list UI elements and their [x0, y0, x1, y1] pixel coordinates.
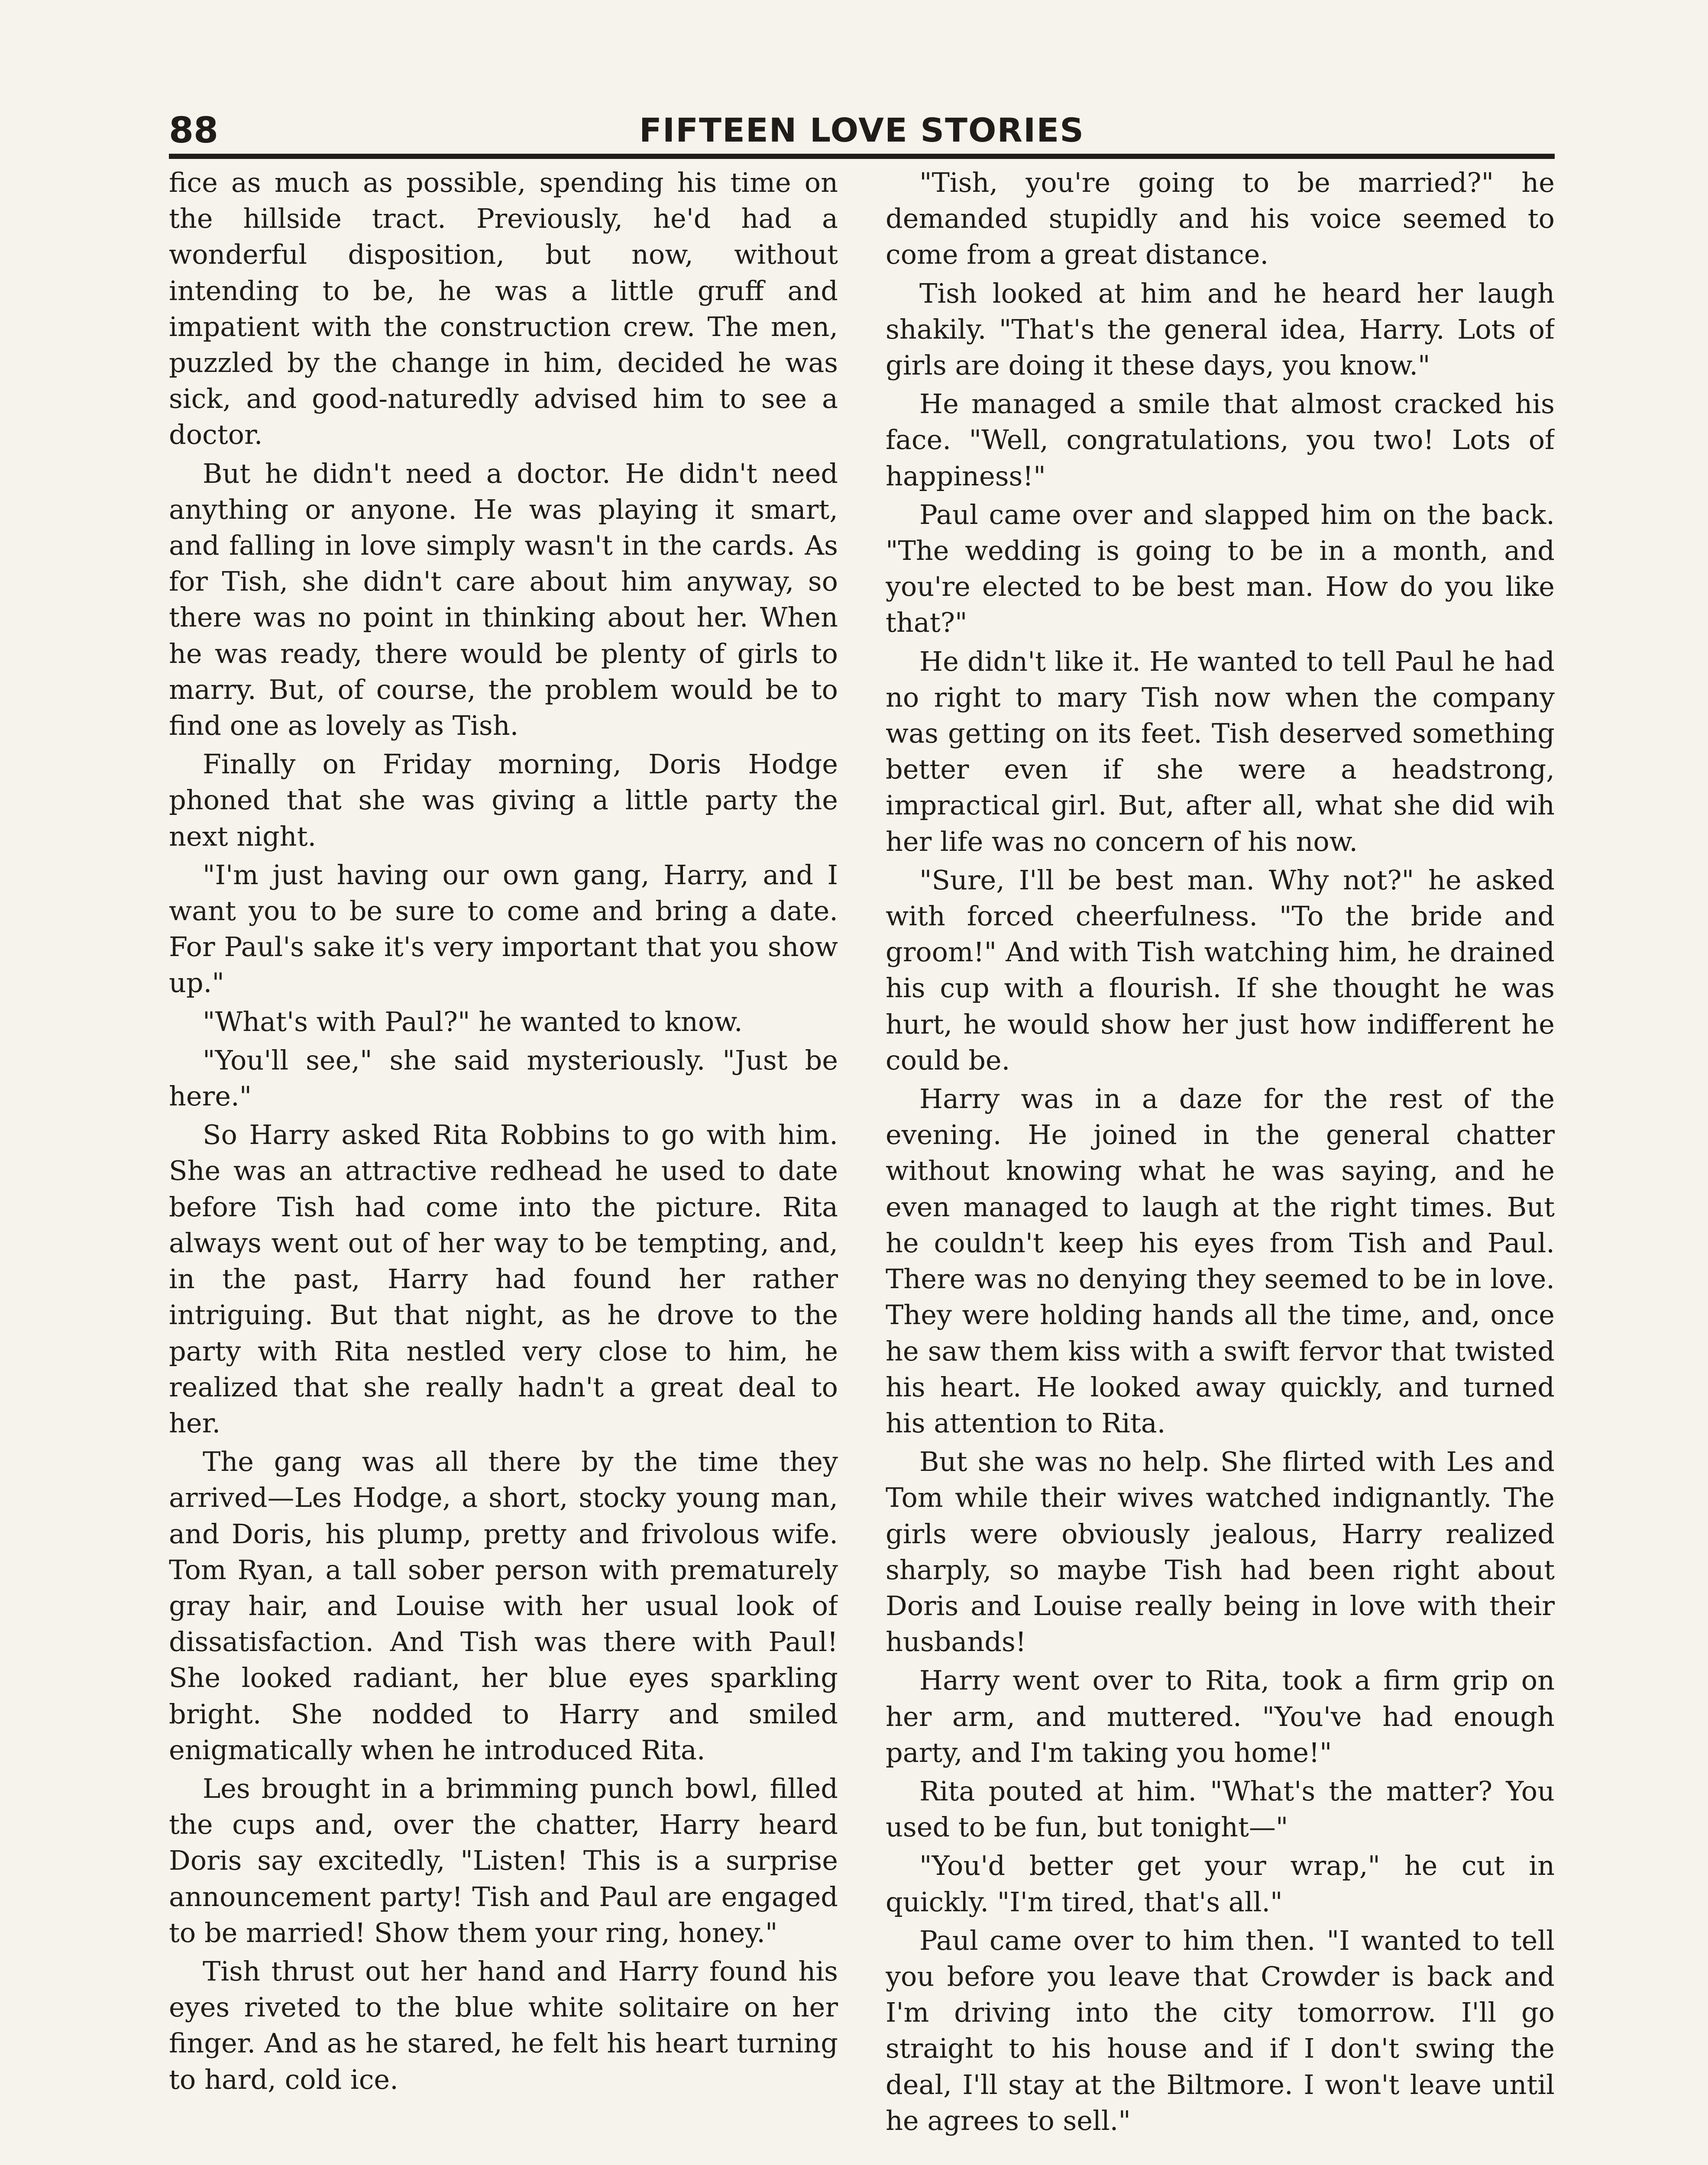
paragraph: He managed a smile that almost cracked his face. "Well, congratulations, you two! Lots of happiness!"	[886, 388, 1555, 492]
paragraph: Paul came over to him then. "I wanted to tell you before you leave that Crowder is back and I'm driving into the city tomorrow. I'll go straight to his house and if I don't swing the deal, I'll stay at the Biltmore. I won't leave until he agrees to sell."	[886, 1924, 1555, 2136]
paragraph: fice as much as possible, spending his time on the hillside tract. Previously, he'd had a wonderful disposition, but now, without intending to be, he was a little gruff and impatient with the construction crew. The men, puzzled by the change in him, decided he was sick, and good-naturedly advised him to see a doctor.	[169, 167, 838, 451]
page-number: 88	[169, 110, 219, 151]
paragraph: But she was no help. She flirted with Les and Tom while their wives watched indignantly. The girls were obviously jealous, Harry realized sharply, so maybe Tish had been right about Doris and Louise really being in love with their husbands!	[886, 1446, 1555, 1658]
paragraph: Tish thrust out her hand and Harry found his eyes riveted to the blue white solitaire on her finger. And as he stared, he felt his heart turning to hard, cold ice.	[169, 1955, 838, 2095]
paragraph: Paul came over and slapped him on the back. "The wedding is going to be in a month, and you're elected to be best man. How do you like that?"	[886, 498, 1555, 639]
paragraph: Harry was in a daze for the rest of the evening. He joined in the general chatter without knowing what he was saying, and he even managed to laugh at the right times. But he couldn't keep his eyes from Tish and Paul. There was no denying they seemed to be in love. They were holding hands all the time, and, once he saw them kiss with a swift fervor that twisted his heart. He looked away quickly, and turned his attention to Rita.	[886, 1083, 1555, 1439]
paragraph: "I'm just having our own gang, Harry, and I want you to be sure to come and bring a date. For Paul's sake it's very important that you show up."	[169, 859, 838, 999]
paragraph: He didn't like it. He wanted to tell Paul he had no right to mary Tish now when the company was getting on its feet. Tish deserved something better even if she were a headstrong, impractical girl. But, after all, what she did wih her life was no concern of his now.	[886, 645, 1555, 857]
running-title: FIFTEEN LOVE STORIES	[639, 111, 1084, 149]
paragraph: "Tish, you're going to be married?" he demanded stupidly and his voice seemed to come from a great distance.	[886, 167, 1555, 271]
paragraph: Tish looked at him and he heard her laugh shakily. "That's the general idea, Harry. Lots of girls are doing it these days, you know."	[886, 277, 1555, 381]
paragraph: The gang was all there by the time they arrived—Les Hodge, a short, stocky young man, and Doris, his plump, pretty and frivolous wife. Tom Ryan, a tall sober person with prematurely gray hair, and Louise with her usual look of dissatisfaction. And Tish was there with Paul! She looked radiant, her blue eyes sparkling bright. She nodded to Harry and smiled enigmatically when he introduced Rita.	[169, 1446, 838, 1766]
paragraph: Les brought in a brimming punch bowl, filled the cups and, over the chatter, Harry heard Doris say excitedly, "Listen! This is a surprise announcement party! Tish and Paul are engaged to be married! Show them your ring, honey."	[169, 1772, 838, 1948]
paragraph: Finally on Friday morning, Doris Hodge phoned that she was giving a little party the next night.	[169, 748, 838, 852]
right-column	[886, 165, 1555, 2165]
page-header	[169, 97, 1555, 159]
paragraph: "You'd better get your wrap," he cut in quickly. "I'm tired, that's all."	[886, 1850, 1555, 1918]
paragraph: Harry went over to Rita, took a firm grip on her arm, and muttered. "You've had enough party, and I'm taking you home!"	[886, 1664, 1555, 1768]
paragraph: "What's with Paul?" he wanted to know.	[203, 1005, 743, 1037]
paragraph: Rita pouted at him. "What's the matter? You used to be fun, but tonight—"	[886, 1775, 1555, 1843]
paragraph: "You'll see," she said mysteriously. "Just be here."	[169, 1044, 838, 1112]
left-column	[169, 165, 838, 2165]
paragraph: But he didn't need a doctor. He didn't need anything or anyone. He was playing it smart, and falling in love simply wasn't in the cards. As for Tish, she didn't care about him anyway, so there was no point in thinking about her. When he was ready, there would be plenty of girls to marry. But, of course, the problem would be to find one as lovely as Tish.	[169, 457, 838, 742]
paragraph: "Sure, I'll be best man. Why not?" he asked with forced cheerfulness. "To the bride and groom!" And with Tish watching him, he drained his cup with a flourish. If she thought he was hurt, he would show her just how indifferent he could be.	[886, 864, 1555, 1076]
paragraph: So Harry asked Rita Robbins to go with him. She was an attractive redhead he used to date before Tish had come into the picture. Rita always went out of her way to be tempting, and, in the past, Harry had found her rather intriguing. But that night, as he drove to the party with Rita nestled very close to him, he realized that she really hadn't a great deal to her.	[169, 1119, 838, 1439]
